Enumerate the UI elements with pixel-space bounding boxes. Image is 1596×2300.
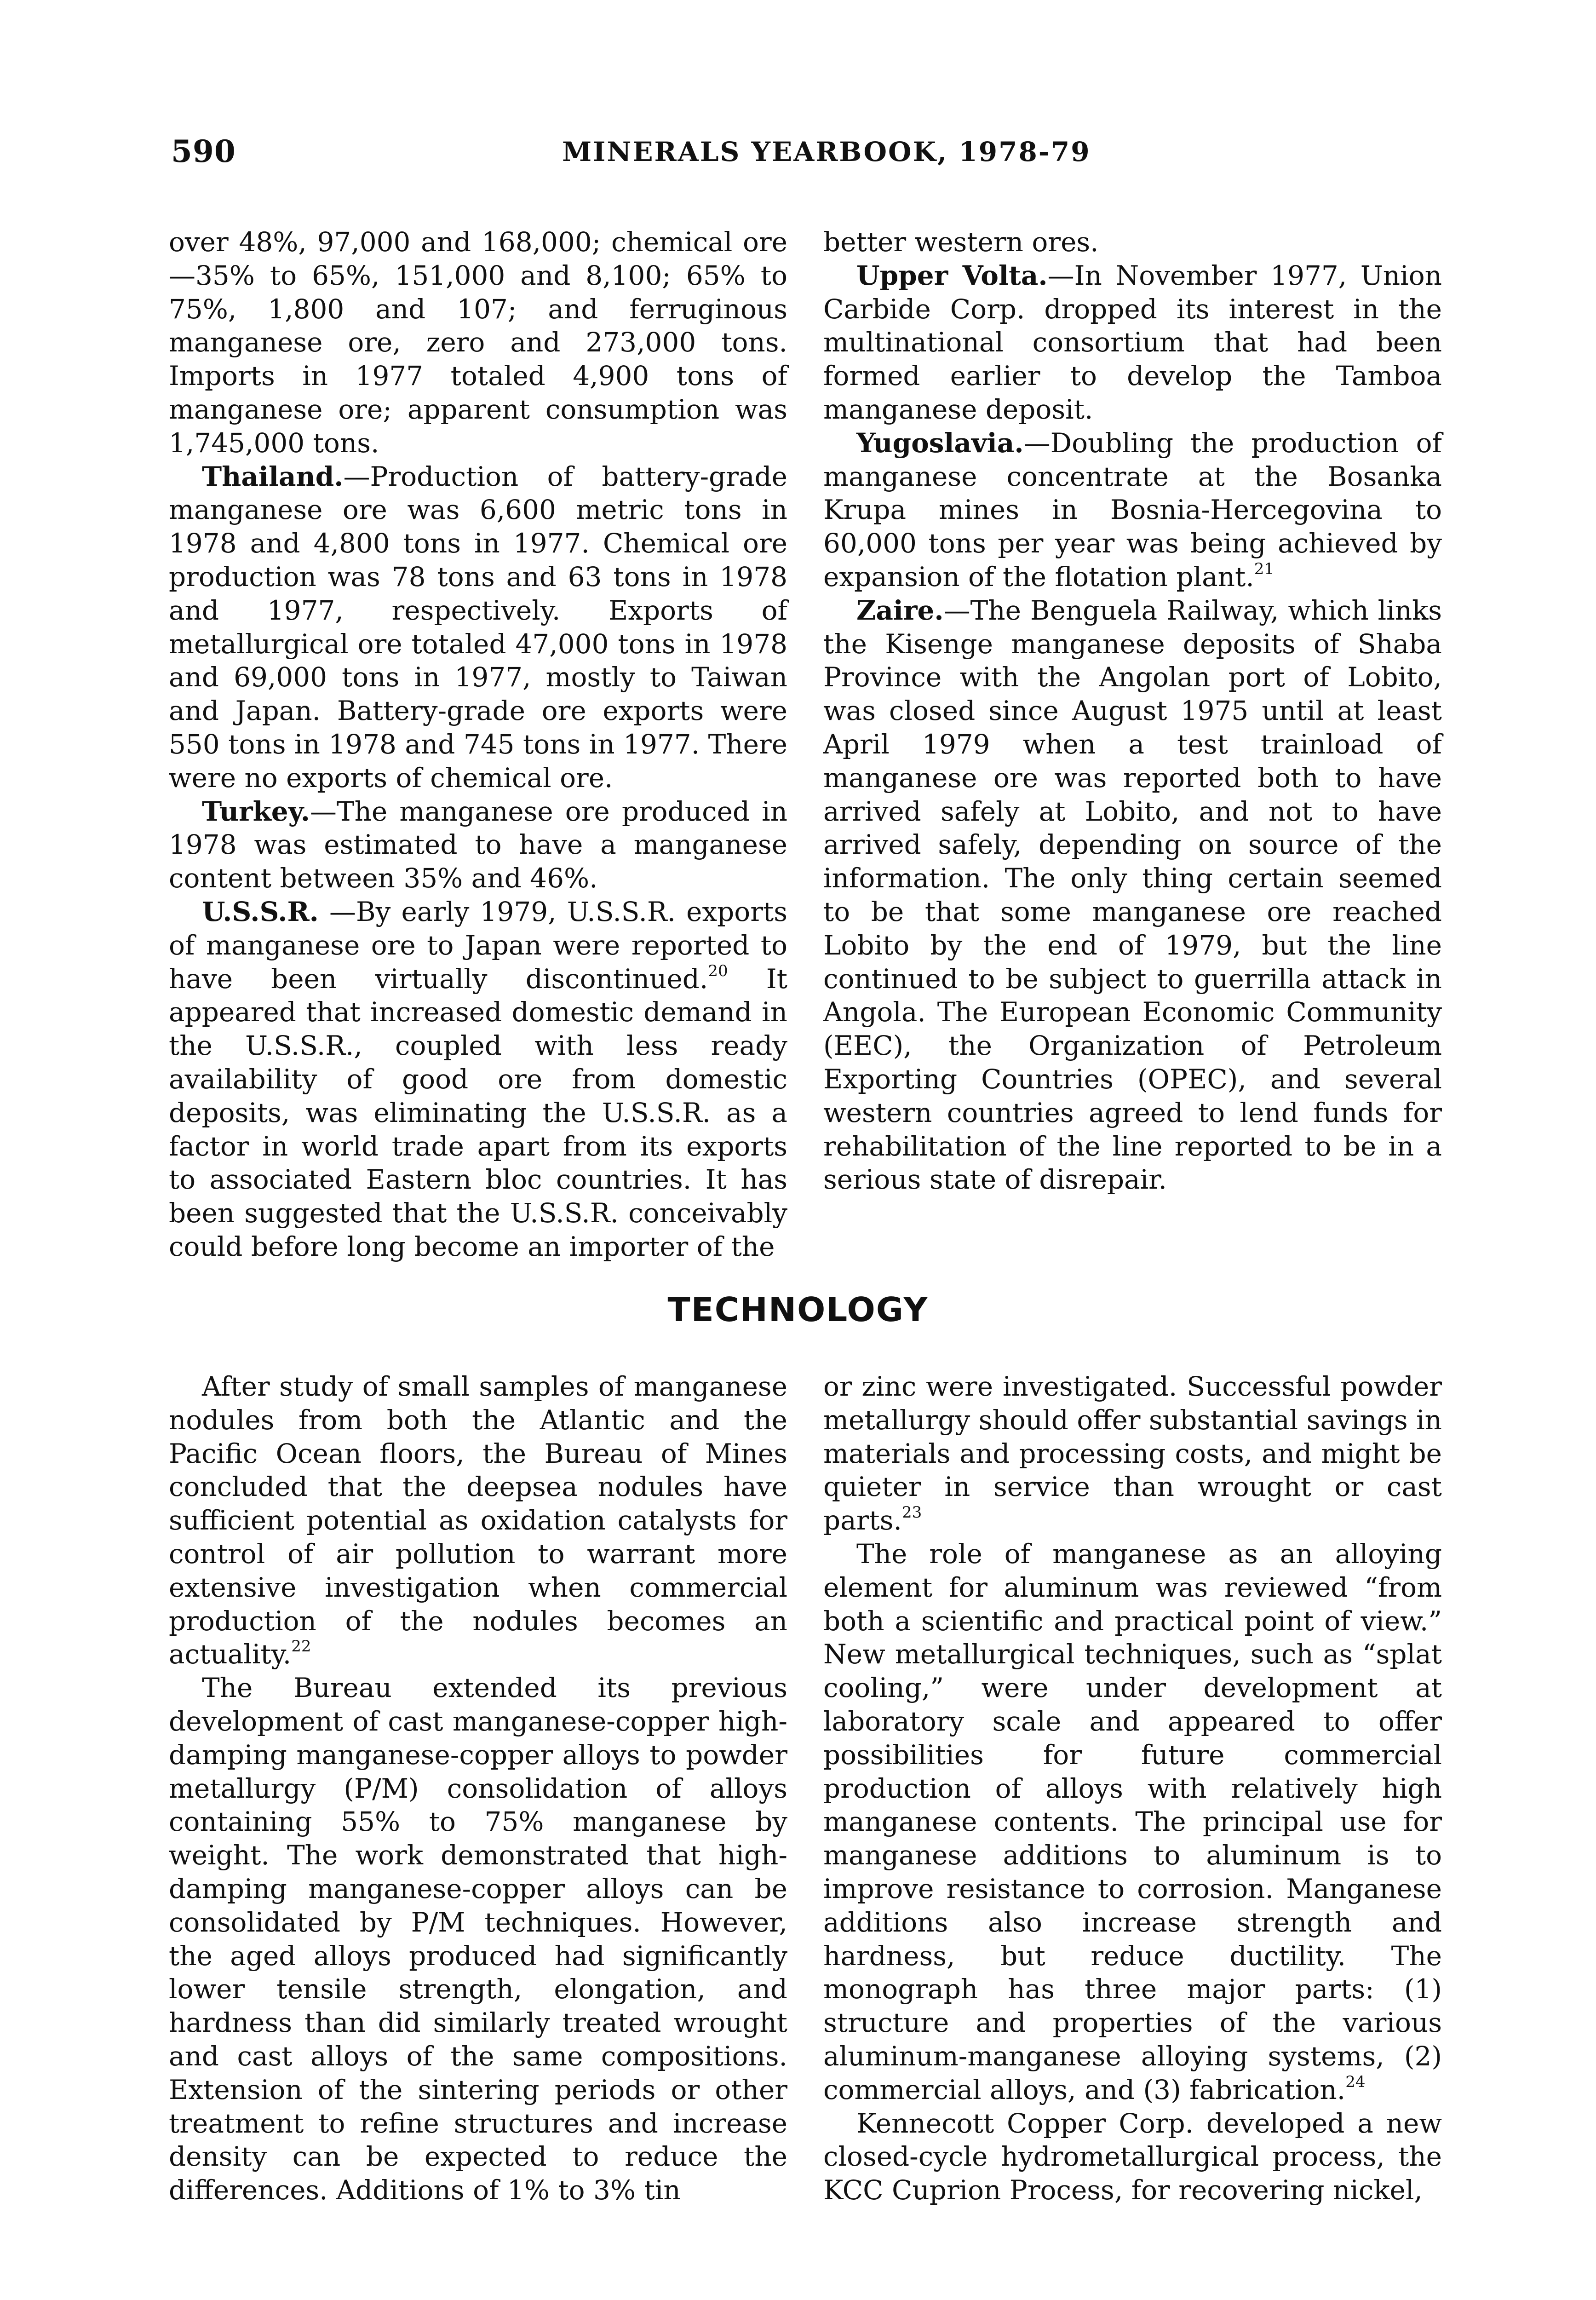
paragraph-thailand xyxy=(169,460,787,795)
paragraph-text: over 48%, 97,000 and 168,000; chemical ore—35% to 65%, 151,000 and 8,100; 65% to 75%, 1,800 and 107; and ferruginous manganese ore, zero and 273,000 tons. Imports in 1977 totaled 4,900 tons of manganese ore; apparent consumption was 1,745,000 tons. xyxy=(169,226,787,459)
paragraph-powder-metallurgy xyxy=(169,1671,787,2207)
paragraph-text: Kennecott Copper Corp. developed a new closed-cycle hydrometallurgical process, the KCC Cuprion Process, for recovering nickel, xyxy=(823,2107,1442,2206)
upper-right-column xyxy=(823,225,1442,1196)
running-head: MINERALS YEARBOOK, 1978-79 xyxy=(562,136,1091,167)
page-header xyxy=(171,133,1431,179)
paragraph-text: The role of manganese as an alloying element for aluminum was reviewed “from both a scientific and practical point of view.” New metallurgical techniques, such as “splat cooling,” were under development at laboratory scale and appeared to offer possibilities for future commercial production of alloys with relatively high manganese contents. The principal use for manganese additions to aluminum is to improve resistance to corrosion. Manganese additions also increase strength and hardness, but reduce ductility. The monograph has three major parts: (1) structure and properties of the various aluminum-manganese alloying systems, (2) commercial alloys, and (3) fabrication. xyxy=(823,1538,1442,2105)
paragraph-text: —Production of battery-grade manganese ore was 6,600 metric tons in 1978 and 4,800 tons in 1977. Chemical ore production was 78 tons and 63 tons in 1978 and 1977, respectively. Exports of metallurgical ore totaled 47,000 tons in 1978 and 69,000 tons in 1977, mostly to Taiwan and Japan. Battery-grade ore exports were 550 tons in 1978 and 745 tons in 1977. There were no exports of chemical ore. xyxy=(169,460,787,794)
paragraph-kennecott xyxy=(823,2107,1442,2207)
paragraph-text: It appeared that increased domestic demand in the U.S.S.R., coupled with less ready availability of good ore from domestic deposits, was eliminating the U.S.S.R. as a factor in world trade apart from its exports to associated Eastern bloc countries. It has been suggested that the U.S.S.R. conceivably could before long become an importer of the xyxy=(169,963,787,1262)
country-heading-thailand: Thailand. xyxy=(202,460,344,492)
paragraph-text: The Bureau extended its previous development of cast manganese-copper high-damping manganese-copper alloys to powder metallurgy (P/M) consolidation of alloys containing 55% to 75% manganese by weight. The work demonstrated that high-damping manganese-copper alloys can be consolidated by P/M techniques. However, the aged alloys produced had significantly lower tensile strength, elongation, and hardness than did similarly treated wrought and cast alloys of the same compositions. Extension of the sintering periods or other treatment to refine structures and increase density can be expected to reduce the differences. Additions of 1% to 3% tin xyxy=(169,1672,787,2206)
section-heading-technology: TECHNOLOGY xyxy=(667,1290,929,1329)
upper-left-column xyxy=(169,225,787,1264)
footnote-marker: 20 xyxy=(708,961,728,980)
paragraph-text: or zinc were investigated. Successful powder metallurgy should offer substantial savings in materials and processing costs, and might be quieter in service than wrought or cast parts. xyxy=(823,1371,1442,1536)
paragraph-nodules xyxy=(169,1370,787,1671)
country-heading-zaire: Zaire. xyxy=(856,594,944,626)
country-heading-upper-volta: Upper Volta. xyxy=(856,259,1048,291)
lower-left-column xyxy=(169,1370,787,2207)
paragraph-zaire xyxy=(823,594,1442,1196)
footnote-marker: 24 xyxy=(1345,2072,1366,2091)
paragraph-text: —In November 1977, Union Carbide Corp. dropped its interest in the multinational consortium that had been formed earlier to develop the Tamboa manganese deposit. xyxy=(823,259,1442,425)
paragraph-turkey xyxy=(169,795,787,895)
paragraph-continuation xyxy=(823,225,1442,259)
paragraph-text: —The Benguela Railway, which links the Kisenge manganese deposits of Shaba Province with the Angolan port of Lobito, was closed since August 1975 until at least April 1979 when a test trainload of manganese ore was reported both to have arrived safely at Lobito, and not to have arrived safely, depending on source of the information. The only thing certain seemed to be that some manganese ore reached Lobito by the end of 1979, but the line continued to be subject to guerrilla attack in Angola. The European Economic Community (EEC), the Organization of Petroleum Exporting Countries (OPEC), and several western countries agreed to lend funds for rehabilitation of the line reported to be in a serious state of disrepair. xyxy=(823,594,1442,1196)
paragraph-aluminum xyxy=(823,1537,1442,2107)
paragraph-upper-volta xyxy=(823,259,1442,426)
paragraph-text: —By early 1979, U.S.S.R. exports of manganese ore to Japan were reported to have been virtually discontinued. xyxy=(169,896,787,995)
paragraph-ussr xyxy=(169,895,787,1264)
page-number: 590 xyxy=(171,133,236,169)
footnote-marker: 22 xyxy=(291,1637,311,1656)
country-heading-ussr: U.S.S.R. xyxy=(202,896,319,927)
paragraph-yugoslavia xyxy=(823,426,1442,594)
paragraph-continuation xyxy=(169,225,787,460)
footnote-marker: 23 xyxy=(901,1503,922,1522)
paragraph-text: —The manganese ore produced in 1978 was estimated to have a manganese content between 35% and 46%. xyxy=(169,795,787,894)
country-heading-turkey: Turkey. xyxy=(202,795,310,827)
paragraph-text: better western ores. xyxy=(823,226,1099,258)
paragraph-text: After study of small samples of manganese nodules from both the Atlantic and the Pacific Ocean floors, the Bureau of Mines concluded that the deepsea nodules have sufficient potential as oxidation catalysts for control of air pollution to warrant more extensive investigation when commercial production of the nodules becomes an actuality. xyxy=(169,1371,787,1670)
country-heading-yugoslavia: Yugoslavia. xyxy=(856,427,1024,459)
footnote-marker: 21 xyxy=(1254,559,1275,578)
lower-right-column xyxy=(823,1370,1442,2207)
paragraph-continuation xyxy=(823,1370,1442,1537)
paragraph-text: —Doubling the production of manganese concentrate at the Bosanka Krupa mines in Bosnia-Hercegovina to 60,000 tons per year was being achieved by expansion of the flotation plant. xyxy=(823,427,1442,592)
